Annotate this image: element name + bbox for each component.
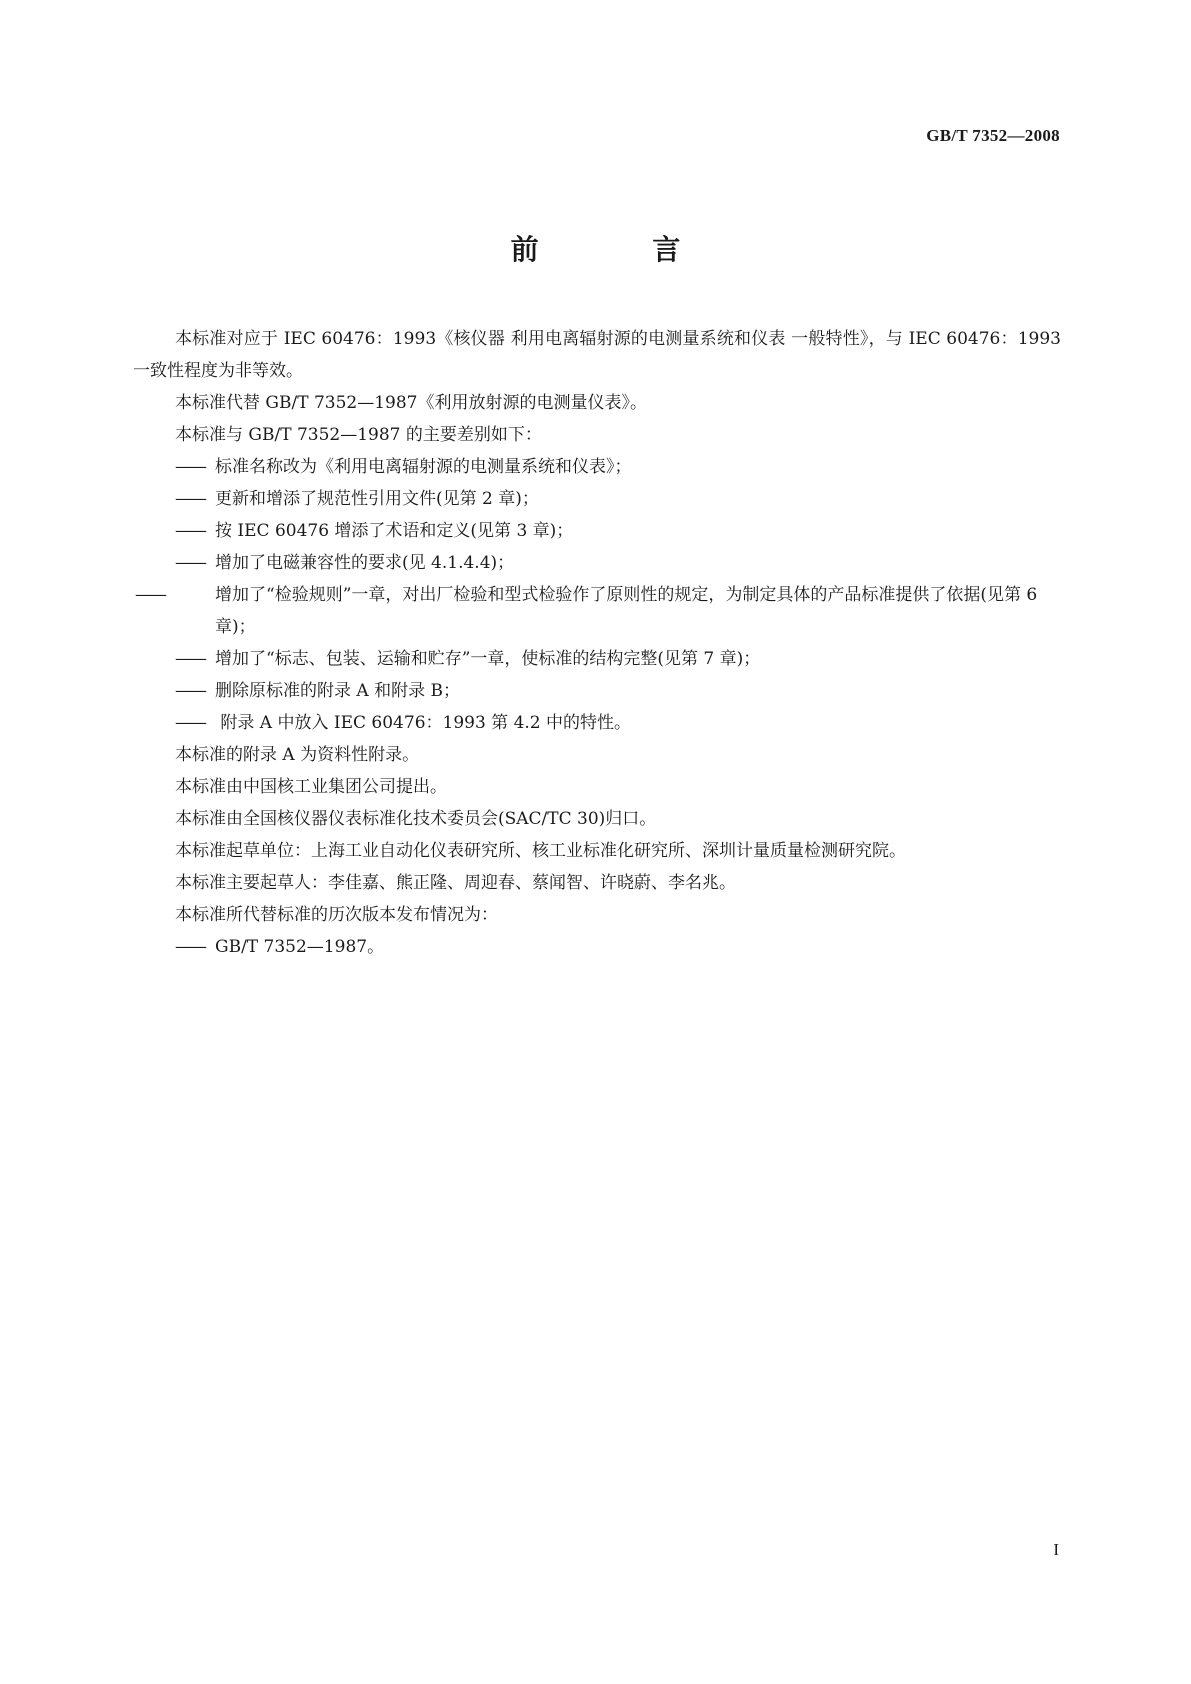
dash-mark: ——: [175, 521, 205, 541]
list-item-text: 按 IEC 60476 增添了术语和定义(见第 3 章)；: [215, 521, 574, 541]
page-title: 前 言: [510, 233, 733, 266]
paragraph-proposer: 本标准由中国核工业集团公司提出。: [175, 777, 447, 797]
dash-mark: ——: [175, 457, 205, 477]
list-item: [133, 675, 1061, 707]
dash-mark: ——: [175, 937, 205, 957]
history-item: [133, 931, 1061, 963]
standard-code: GB/T 7352—2008: [926, 126, 1060, 145]
list-item-text: 增加了电磁兼容性的要求(见 4.1.4.4)；: [215, 553, 515, 573]
list-item: [133, 579, 1061, 643]
paragraph-drafters: 本标准主要起草人：李佳嘉、熊正隆、周迎春、蔡闻智、许晓蔚、李名兆。: [175, 873, 736, 893]
paragraph-committee: 本标准由全国核仪器仪表标准化技术委员会(SAC/TC 30)归口。: [175, 809, 657, 829]
dash-mark: ——: [175, 681, 205, 701]
list-item: [133, 707, 1061, 739]
foreword-body: [133, 323, 1061, 963]
list-item-text: 更新和增添了规范性引用文件(见第 2 章)；: [215, 489, 539, 509]
dash-mark: ——: [135, 585, 165, 605]
list-item-text: 标准名称改为《利用电离辐射源的电测量系统和仪表》；: [215, 457, 632, 477]
paragraph-annex: 本标准的附录 A 为资料性附录。: [175, 745, 420, 765]
dash-mark: ——: [175, 553, 205, 573]
list-item-text: 删除原标准的附录 A 和附录 B；: [215, 681, 460, 701]
paragraph-drafting-units: 本标准起草单位：上海工业自动化仪表研究所、核工业标准化研究所、深圳计量质量检测研究院。: [175, 841, 906, 861]
list-item: [133, 515, 1061, 547]
dash-mark: ——: [175, 489, 205, 509]
list-item-text: 附录 A 中放入 IEC 60476：1993 第 4.2 中的特性。: [215, 713, 632, 733]
dash-mark: ——: [175, 649, 205, 669]
history-item-text: GB/T 7352—1987。: [215, 937, 385, 957]
list-item: [133, 483, 1061, 515]
paragraph-history-intro: 本标准所代替标准的历次版本发布情况为：: [175, 905, 498, 925]
list-item-text: 增加了“检验规则”一章，对出厂检验和型式检验作了原则性的规定，为制定具体的产品标准提供了依据(见第 6 章)；: [215, 585, 1038, 637]
list-item-text: 增加了“标志、包装、运输和贮存”一章，使标准的结构完整(见第 7 章)；: [215, 649, 761, 669]
page-number: I: [1053, 1540, 1059, 1559]
paragraph-correspondence: 本标准对应于 IEC 60476：1993《核仪器 利用电离辐射源的电测量系统和仪表 一般特性》，与 IEC 60476：1993 一致性程度为非等效。: [133, 329, 1061, 381]
list-item: [133, 451, 1061, 483]
paragraph-differences-intro: 本标准与 GB/T 7352—1987 的主要差别如下：: [175, 425, 542, 445]
list-item: [133, 547, 1061, 579]
paragraph-replaces: 本标准代替 GB/T 7352—1987《利用放射源的电测量仪表》。: [175, 393, 647, 413]
dash-mark: ——: [175, 713, 205, 733]
list-item: [133, 643, 1061, 675]
